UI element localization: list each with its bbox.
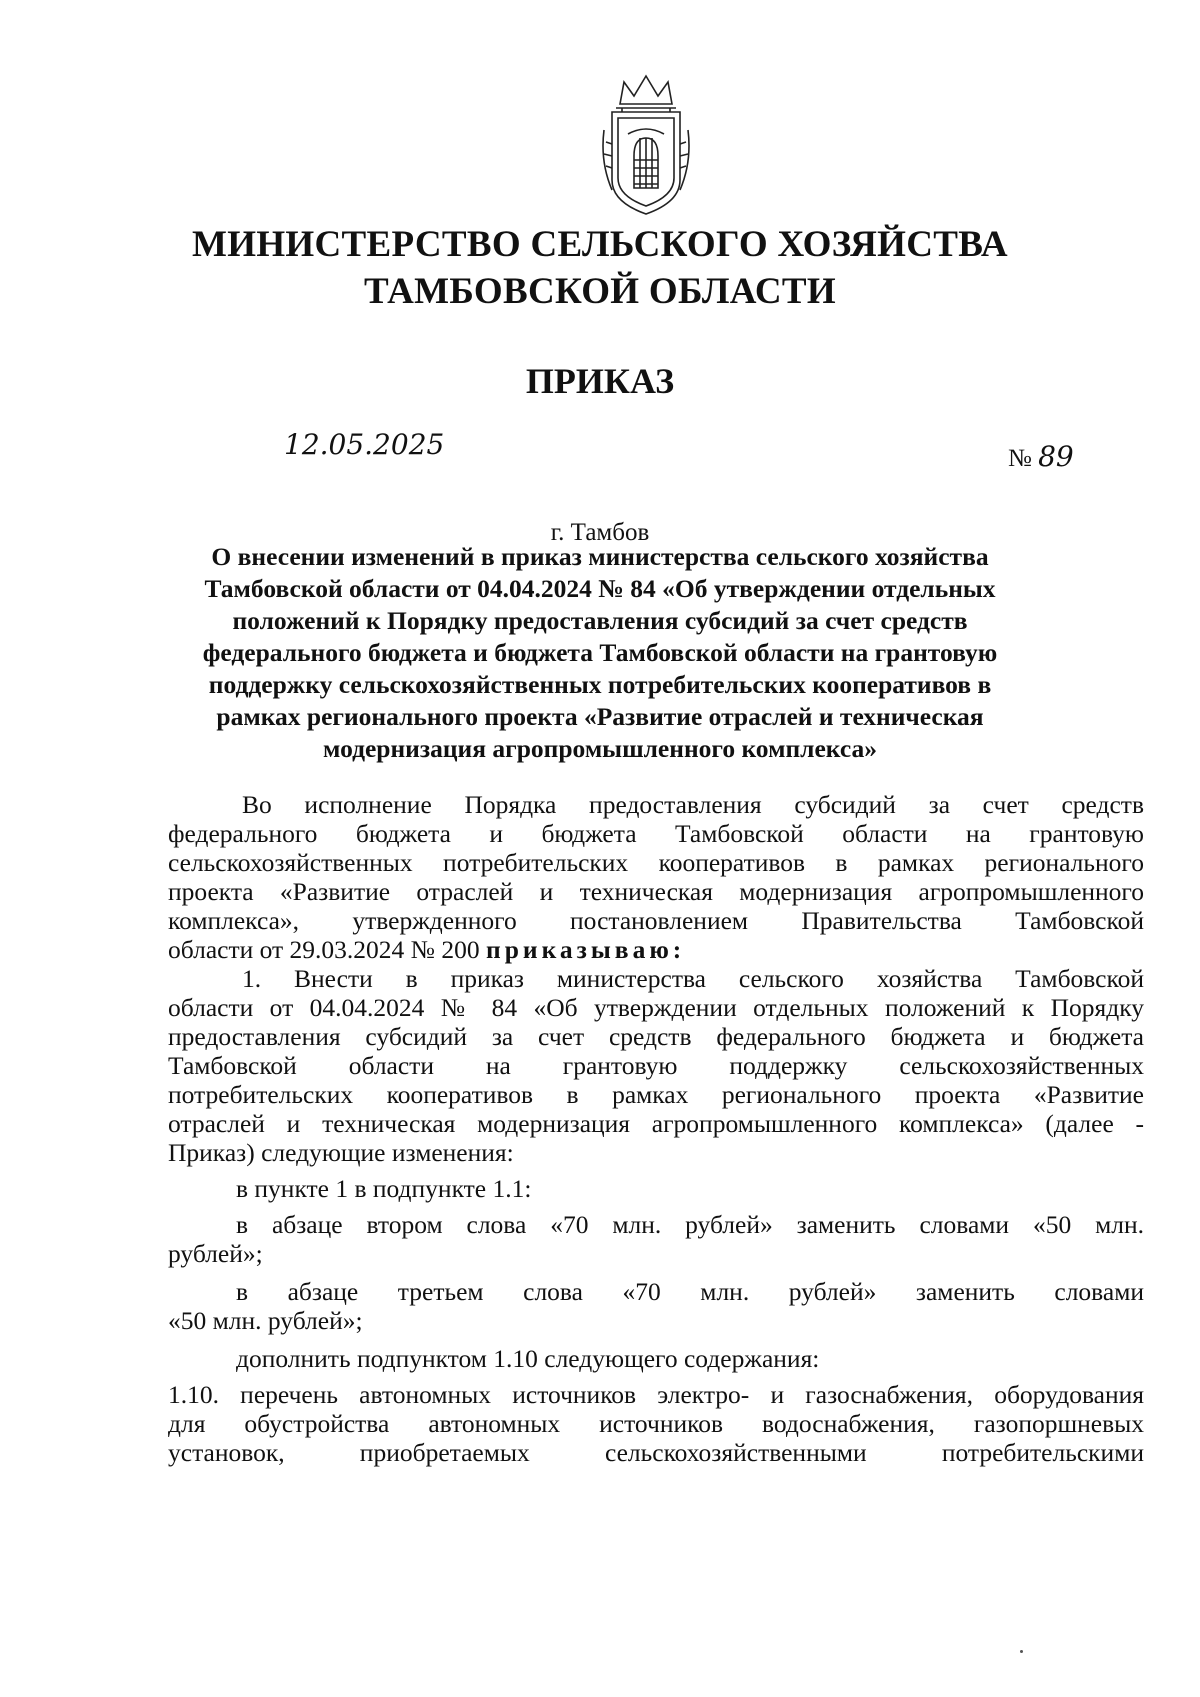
- body-line: комплекса», утвержденного постановлением Правительства Тамбовской: [168, 906, 1144, 935]
- decree-prefix: области от 29.03.2024 № 200: [168, 935, 480, 964]
- handwritten-number: 89: [1038, 440, 1074, 473]
- body-line: «50 млн. рублей»;: [168, 1306, 363, 1335]
- scan-speck: [1020, 1650, 1023, 1653]
- body-line: федерального бюджета и бюджета Тамбовской области на грантовую: [168, 819, 1144, 848]
- decree-word: приказываю:: [486, 935, 686, 964]
- title-line: Тамбовской области от 04.04.2024 № 84 «Об утверждении отдельных: [204, 574, 996, 603]
- body-line: 1. Внести в приказ министерства сельского хозяйства Тамбовской: [242, 964, 1144, 993]
- ministry-name-line-2: ТАМБОВСКОЙ ОБЛАСТИ: [364, 271, 836, 312]
- body-line: Во исполнение Порядка предоставления субсидий за счет средств: [242, 790, 1144, 819]
- title-line: рамках регионального проекта «Развитие отраслей и техническая: [216, 702, 984, 731]
- title-line: модернизация агропромышленного комплекса»: [323, 734, 877, 763]
- city: г. Тамбов: [550, 519, 650, 546]
- title-line: поддержку сельскохозяйственных потребительских кооперативов в: [208, 670, 992, 699]
- body-line: предоставления субсидий за счет средств федерального бюджета и бюджета: [168, 1022, 1144, 1051]
- body-line: для обустройства автономных источников водоснабжения, газопоршневых: [168, 1409, 1144, 1438]
- body-line: в пункте 1 в подпункте 1.1:: [236, 1174, 532, 1203]
- body-line: области от 04.04.2024 № 84 «Об утверждении отдельных положений к Порядку: [168, 993, 1144, 1022]
- body-line: дополнить подпунктом 1.10 следующего содержания:: [236, 1344, 820, 1373]
- document-type-heading: ПРИКАЗ: [525, 361, 675, 401]
- ministry-name-line-1: МИНИСТЕРСТВО СЕЛЬСКОГО ХОЗЯЙСТВА: [192, 224, 1008, 265]
- order-number: [1008, 440, 1074, 473]
- title-line: федерального бюджета и бюджета Тамбовской области на грантовую: [202, 638, 998, 667]
- title-line: положений к Порядку предоставления субсидий за счет средств: [232, 606, 968, 635]
- body-line: 1.10. перечень автономных источников электро- и газоснабжения, оборудования: [168, 1380, 1144, 1409]
- body-line: Тамбовской области на грантовую поддержку сельскохозяйственных: [168, 1051, 1144, 1080]
- coat-of-arms-icon: [590, 72, 702, 220]
- number-label: №: [1008, 445, 1032, 472]
- body-line: Приказ) следующие изменения:: [168, 1138, 514, 1167]
- handwritten-date: 12.05.2025: [284, 428, 445, 461]
- body-line: рублей»;: [168, 1239, 263, 1268]
- body-line: проекта «Развитие отраслей и техническая модернизация агропромышленного: [168, 877, 1144, 906]
- body-line: отраслей и техническая модернизация агропромышленного комплекса» (далее -: [168, 1109, 1144, 1138]
- title-line: О внесении изменений в приказ министерства сельского хозяйства: [211, 542, 989, 571]
- body-line: сельскохозяйственных потребительских кооперативов в рамках регионального: [168, 848, 1144, 877]
- body-line: в абзаце втором слова «70 млн. рублей» заменить словами «50 млн.: [236, 1210, 1144, 1239]
- body-line: потребительских кооперативов в рамках регионального проекта «Развитие: [168, 1080, 1144, 1109]
- body-line: в абзаце третьем слова «70 млн. рублей» заменить словами: [236, 1277, 1144, 1306]
- body-line: установок, приобретаемых сельскохозяйственными потребительскими: [168, 1438, 1144, 1467]
- body-line-decree: [168, 935, 685, 964]
